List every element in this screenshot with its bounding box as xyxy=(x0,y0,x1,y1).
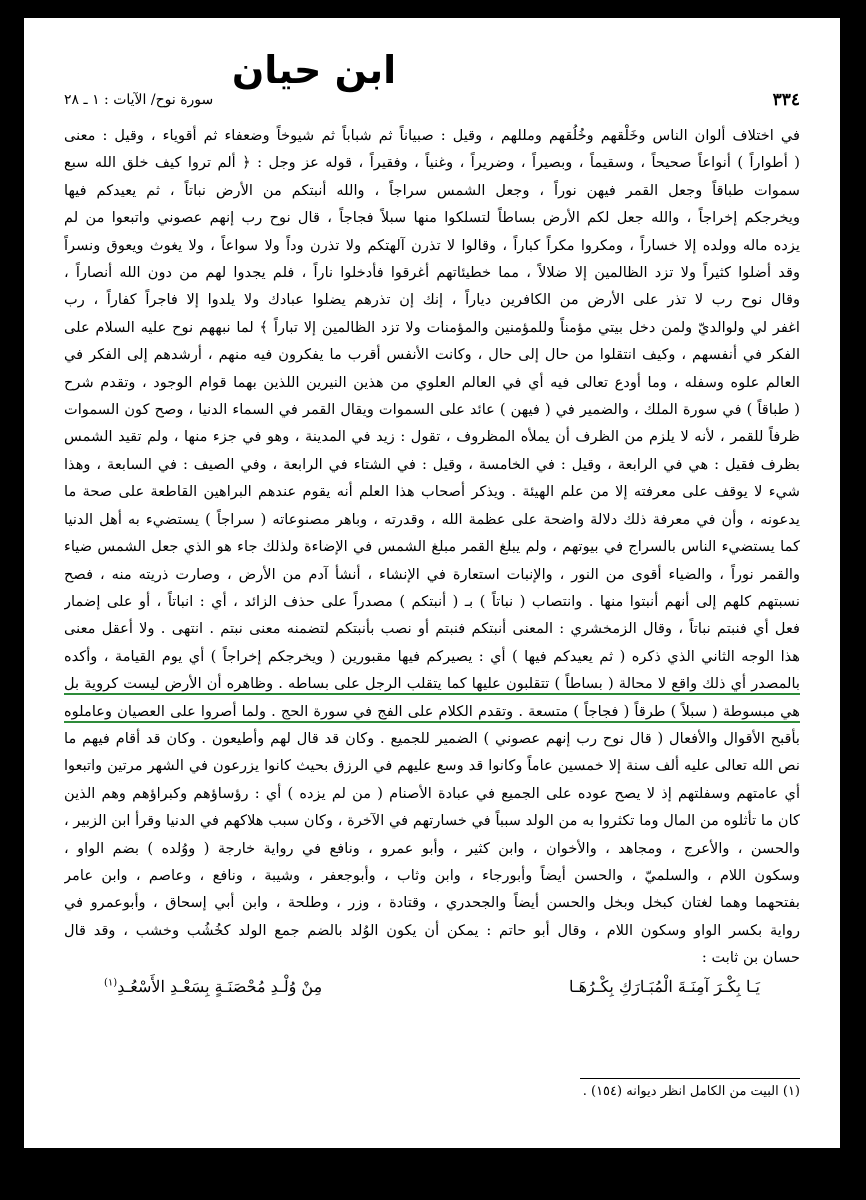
text-line: والحسن ، والأعرج ، ومجاهد ، والأخوان ، وابن كثير ، وأبو عمرو ، ونافع في رواية خارجة ( ووُلده ) بضم الواو ، xyxy=(64,839,800,857)
text-line: الفكر في أنفسهم ، وكيف انتقلوا من حال إلى حال ، وكانت الأنفس أقرب ما يفكرون فيه منهم ، أرشدهم إلى الفكر في xyxy=(64,346,800,364)
text-line: يزده ماله وولده إلا خساراً ، ومكروا مكراً كباراً ، وقالوا لا تذرن آلهتكم ولا تذرن وداً ولا سواعاً ، ولا يغوث ويعوق ونسراً xyxy=(64,236,800,254)
text-line: يدعونه ، وأن في معرفة ذلك دلالة واضحة على عظمة الله ، وقدرته ، وباهر مصنوعاته ( سراجاً ) يستضيء به أهل الدنيا xyxy=(64,510,800,528)
verse-first-hemistich: يَـا بِكْـرَ آمِنَـةَ الْمُبَـارَكِ بِكْـرُهَـا xyxy=(569,977,760,996)
handwritten-title: ابن حيان xyxy=(231,48,397,92)
text-line: وقال نوح رب لا تذر على الأرض من الكافرين دياراً ، إنك إن تذرهم يضلوا عبادك ولا يلدوا إلا فاجراً كفاراً ، رب xyxy=(64,291,800,309)
text-line: والقمر نوراً ، والضياء أقوى من النور ، والإنبات استعارة في الإنشاء ، أنشأ آدم من الأرض ، وصارت ذريته منه ، فصح xyxy=(64,565,800,583)
body-text xyxy=(64,122,800,972)
page-number: ٣٣٤ xyxy=(772,90,800,110)
text-line: نص الله تعالى عليه ألف سنة إلا خمسين عاماً وكانوا قد وسع عليهم في الرزق بحيث كانوا يزرعون في الشهر مرتين واتبعوا xyxy=(64,757,800,775)
text-line: ويخرجكم إخراجاً ، والله جعل لكم الأرض بساطاً لتسلكوا منها سبلاً فجاجاً ، قال نوح رب إنهم عصوني واتبعوا من لم xyxy=(64,209,800,227)
text-line: وسكون اللام ، والسلميّ ، والحسن أيضاً وأبورجاء ، وابن وثاب ، وأبوجعفر ، وشيبة ، ونافع ، وعاصم ، وابن عامر xyxy=(64,866,800,884)
text-line: حسان بن ثابت : xyxy=(701,949,800,967)
text-line: شيء لا يوقف على معرفته إلا من علم الهيئة . ويذكر أصحاب هذا العلم أنه يقوم عندهم البراهين القاطعة على صحة ما xyxy=(64,483,800,501)
text-line: أي عامتهم وسفلتهم إذ لا يصح عوده على الجميع في عبادة الأصنام ( من لم يزده ) أي : رؤساؤهم وكبراؤهم وهم الذين xyxy=(64,784,800,802)
text-line: نسبتهم كلهم إلى أنهم أنبتوا منها . وانتصاب ( نباتاً ) بـ ( أنبتكم ) مصدراً على حذف الزائد ، أي : انباتاً ، أو على إضمار xyxy=(64,592,800,610)
text-line: هذا الوجه الثاني الذي ذكره ( ثم يعيدكم فيها ) أي : يصيركم فيها مقبورين ( ويخرجكم إخراجاً ) أي يوم القيامة ، وأكده xyxy=(64,647,800,665)
text-line: العالم علوه وسفله ، وما أودع تعالى فيه أي في العالم العلوي من هذين النيرين اللذين بهما قوام الوجود ، وتقدم شرح xyxy=(64,373,800,391)
footnote-divider xyxy=(580,1078,800,1079)
book-page xyxy=(24,18,840,1148)
text-line: هي مبسوطة ( سبلاً ) طرقاً ( فجاجاً ) متسعة . وتقدم الكلام على الفج في سورة الحج . ولما أصروا على العصيان وعاملوه xyxy=(64,702,800,720)
text-line: رواية بكسر الواو وسكون اللام ، وقال أبو حاتم : يمكن أن يكون الوُلد بالضم جمع الولد كخُشُب وخشب ، وقد قال xyxy=(64,921,800,939)
text-line: كان ما تأثلوه من المال وما تكثروا به من الولد سبباً في خسارتهم في الآخرة ، وكان سبب هلاكهم في الدنيا وقرأ ابن الزبير ، xyxy=(64,812,800,830)
text-line: وقد أضلوا كثيراً ولا تزد الظالمين إلا ضلالاً ، مما خطيئاتهم أغرقوا فأدخلوا ناراً ، فلم يجدوا لهم من دون الله أنصاراً ، xyxy=(64,264,800,282)
text-line: بظرف فقيل : هي في الرابعة ، وقيل : في الخامسة ، وقيل : في الشتاء في الرابعة ، وفي الصيف : في السابعة ، وهذا xyxy=(64,455,800,473)
text-line: ( طباقاً ) في سورة الملك ، والضمير في ( فيهن ) عائد على السموات ويقال القمر في السماء الدنيا ، وصح كون السموات xyxy=(64,401,800,419)
footnote: (١) البيت من الكامل انظر ديوانه (١٥٤) . xyxy=(582,1084,800,1099)
text-line: فعل أي فنبتم نباتاً ، وقال الزمخشري : المعنى أنبتكم فنبتم أو نصب بأنبتكم لتضمنه معنى نبتم . انتهى . ولا أعقل معنى xyxy=(64,620,800,638)
text-line: بفتحهما وهما لغتان كبخل وبخل والحسن أيضاً والجحدري ، وقتادة ، وزر ، وطلحة ، وابن أبي إسحاق ، وأبوعمرو في xyxy=(64,894,800,912)
text-line: بأقبح الأقوال والأفعال ( قال نوح رب إنهم عصوني ) الضمير للجميع . وكان قد قال لهم وأطيعون . وكان قد أقام فيهم ما xyxy=(64,729,800,747)
verse-second-hemistich xyxy=(104,977,322,996)
text-line: ( أطواراً ) أنواعاً صحيحاً ، وسقيماً ، وبصيراً ، وضريراً ، وغنياً ، وفقيراً ، قوله عز وجل : ﴿ ألم تروا كيف خلق الله سبع xyxy=(64,154,800,172)
text-line: بالمصدر أي ذلك واقع لا محالة ( بساطاً ) تتقلبون عليها كما يتقلب الرجل على بساطه . وظاهره أن الأرض ليست كروية بل xyxy=(64,675,800,693)
text-line: اغفر لي ولوالديّ ولمن دخل بيتي مؤمناً وللمؤمنين والمؤمنات ولا تزد الظالمين إلا تباراً ﴾ لما نبههم نوح عليه السلام على xyxy=(64,318,800,336)
verse-second-text: مِنْ وُلْـدِ مُحْصَنَـةٍ بِسَعْـدِ الأَسْعُـدِ xyxy=(117,977,323,996)
footnote-reference: (١) xyxy=(104,977,118,989)
text-line: كما يستضيء الناس بالسراج في بيوتهم ، ولم يبلغ القمر مبلغ الشمس في الإضاءة ولذلك جاء هو الذي جعل الشمس ضياء xyxy=(64,538,800,556)
poetry-verse xyxy=(64,973,800,1007)
page-header xyxy=(64,88,800,118)
text-line: ظرفاً للقمر ، لأنه لا يلزم من الظرف أن يملأه المظروف ، تقول : زيد في المدينة ، وهو في جزء منها ، ولم تقيد الشمس xyxy=(64,428,800,446)
running-head: سورة نوح/ الآيات : ١ ـ ٢٨ xyxy=(64,92,214,108)
text-line: في اختلاف ألوان الناس وخَلْقهم وخُلُقهم ومللهم ، وقيل : صبياناً ثم شباباً ثم شيوخاً وضعفاء ثم أقوياء ، وقيل : معنى xyxy=(64,127,800,144)
text-line: سموات طباقاً وجعل القمر فيهن نوراً ، وجعل الشمس سراجاً ، والله أنبتكم من الأرض نباتاً ، ثم يعيدكم فيها xyxy=(64,181,800,199)
